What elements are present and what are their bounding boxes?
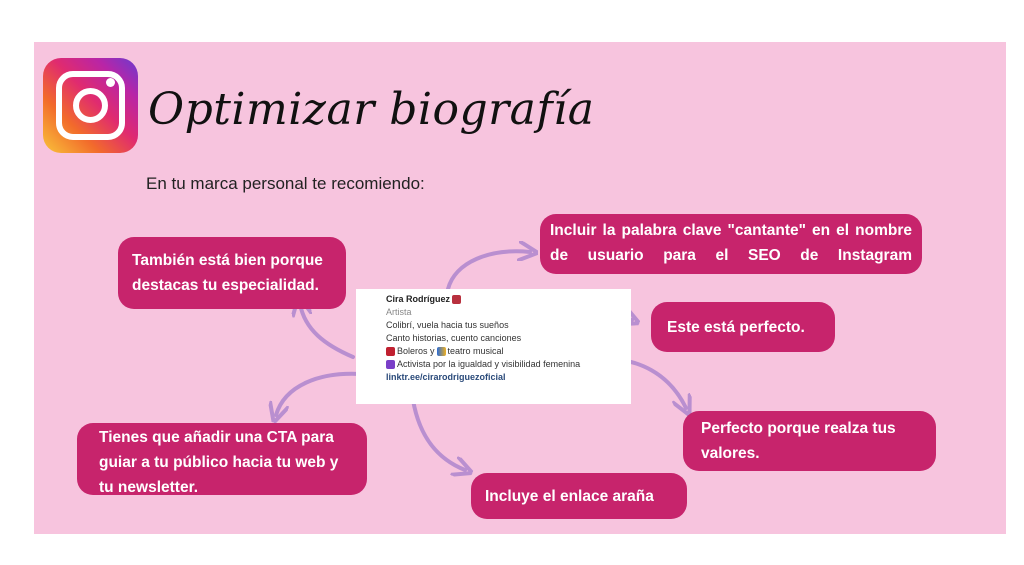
bio-role: Artista <box>386 307 412 317</box>
purple-heart-icon <box>386 360 395 369</box>
arrow-to-enlace <box>413 400 465 470</box>
heart-icon <box>386 347 395 356</box>
bio-line: Colibrí, vuela hacia tus sueños <box>386 320 509 330</box>
heart-icon <box>452 295 461 304</box>
bubble-enlace: Incluye el enlace araña <box>471 473 687 519</box>
page-title: Optimizar biografía <box>148 84 595 135</box>
bubble-cta: Tienes que añadir una CTA para guiar a tu público hacia tu web y tu newsletter. <box>77 423 367 495</box>
page-subtitle: En tu marca personal te recomiendo: <box>146 174 425 193</box>
bubble-perfecto: Este está perfecto. <box>651 302 835 352</box>
bio-line: Activista por la igualdad y visibilidad femenina <box>397 359 581 369</box>
bio-line: Boleros y <box>397 346 435 356</box>
bio-line: Canto historias, cuento canciones <box>386 333 522 343</box>
bubble-cantante: Incluir la palabra clave "cantante" en el nombre de usuario para el SEO de Instagram <box>540 214 922 274</box>
bio-line: teatro musical <box>447 346 504 356</box>
arrow-to-cantante <box>448 251 530 289</box>
bubble-especialidad: También está bien porque destacas tu especialidad. <box>118 237 346 309</box>
arrow-to-cta <box>276 374 360 415</box>
bubble-valores: Perfecto porque realza tus valores. <box>683 411 936 471</box>
bio-card <box>356 289 631 404</box>
arrow-to-especialidad <box>300 304 353 357</box>
bio-link[interactable]: linktr.ee/cirarodriguezoficial <box>386 372 506 382</box>
bio-name: Cira Rodríguez <box>386 294 451 304</box>
theater-masks-icon <box>437 347 446 356</box>
